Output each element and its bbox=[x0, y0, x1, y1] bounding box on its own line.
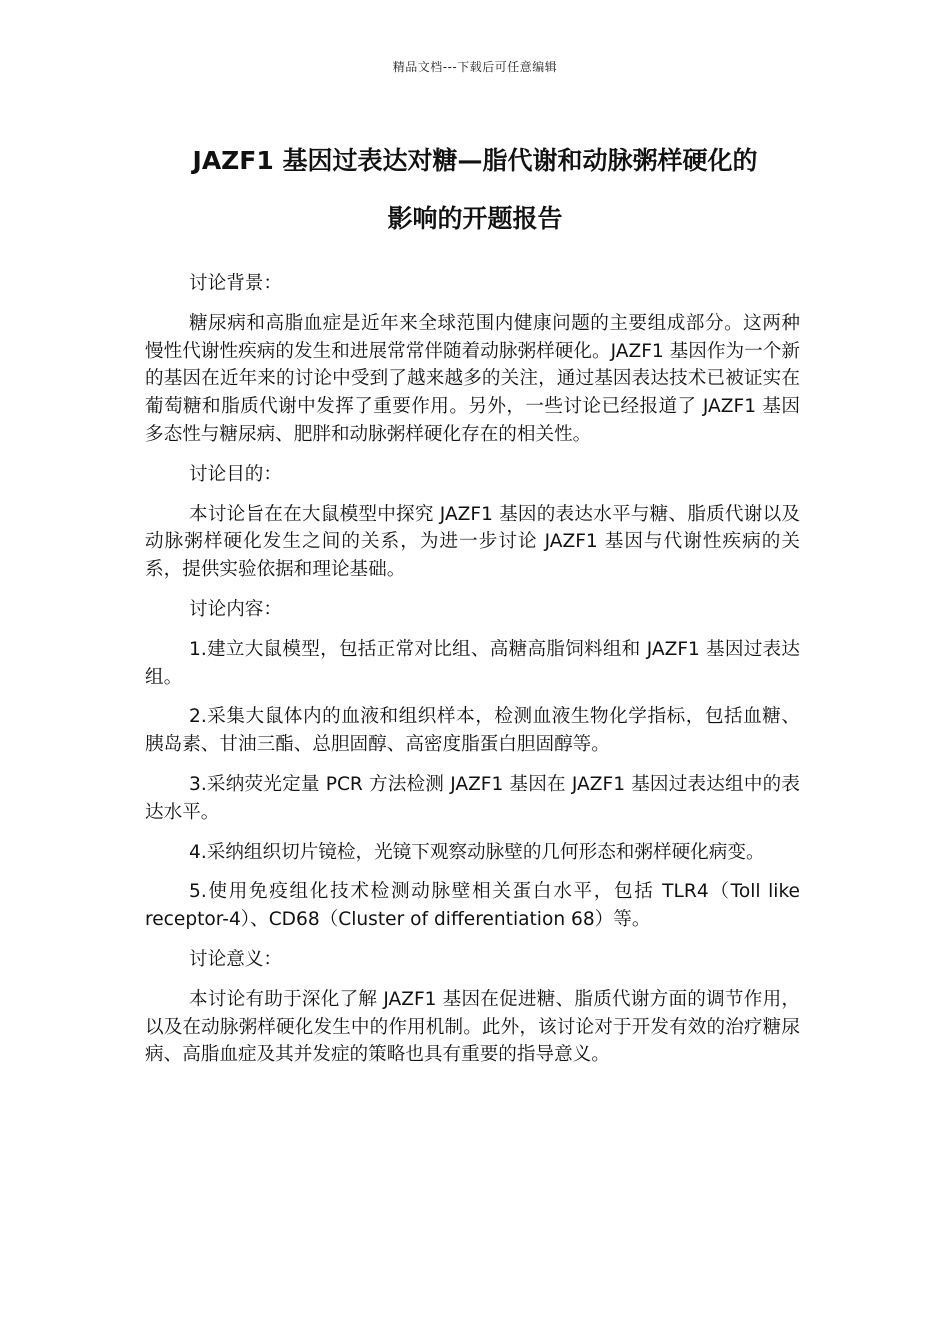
content-item-3: 3.采纳荧光定量 PCR 方法检测 JAZF1 基因在 JAZF1 基因过表达组中的表达水平。 bbox=[145, 773, 800, 823]
background-heading: 讨论背景： bbox=[189, 273, 282, 294]
content-item-1: 1.建立大鼠模型，包括正常对比组、高糖高脂饲料组和 JAZF1 基因过表达组。 bbox=[145, 638, 800, 688]
title-line-1: JAZF1 基因过表达对糖—脂代谢和动脉粥样硬化的 bbox=[192, 146, 758, 175]
content-item-2: 2.采集大鼠体内的血液和组织样本，检测血液生物化学指标，包括血糖、胰岛素、甘油三酯、总胆固醇、高密度脂蛋白胆固醇等。 bbox=[145, 706, 800, 756]
significance-heading: 讨论意义： bbox=[189, 948, 282, 970]
document-title bbox=[120, 132, 830, 248]
background-paragraph: 糖尿病和高脂血症是近年来全球范围内健康问题的主要组成部分。这两种慢性代谢性疾病的发生和进展常常伴随着动脉粥样硬化。JAZF1 基因作为一个新的基因在近年来的讨论中受到了越来越多的关注，通过基因表达技术已被证实在葡萄糖和脂质代谢中发挥了重要作用。另外，一些讨论已经报道了 JAZF1 基因多态性与糖尿病、肥胖和动脉粥样硬化存在的相关性。 bbox=[145, 312, 800, 445]
header-note: 精品文档---下载后可任意编辑 bbox=[392, 60, 558, 74]
document-body bbox=[145, 270, 800, 1081]
purpose-heading: 讨论目的： bbox=[189, 463, 282, 485]
purpose-paragraph: 本讨论旨在在大鼠模型中探究 JAZF1 基因的表达水平与糖、脂质代谢以及动脉粥样硬化发生之间的关系，为进一步讨论 JAZF1 基因与代谢性疾病的关系，提供实验依据和理论基础。 bbox=[145, 503, 800, 581]
significance-paragraph: 本讨论有助于深化了解 JAZF1 基因在促进糖、脂质代谢方面的调节作用，以及在动脉粥样硬化发生中的作用机制。此外，该讨论对于开发有效的治疗糖尿病、高脂血症及其并发症的策略也具有重要的指导意义。 bbox=[145, 988, 800, 1066]
content-heading: 讨论内容： bbox=[189, 598, 282, 620]
title-line-2: 影响的开题报告 bbox=[387, 204, 563, 233]
content-item-4: 4.采纳组织切片镜检，光镜下观察动脉壁的几何形态和粥样硬化病变。 bbox=[189, 841, 765, 863]
content-item-5: 5.使用免疫组化技术检测动脉壁相关蛋白水平，包括 TLR4（Toll like receptor-4）、CD68（Cluster of differentiation 68）等。 bbox=[145, 881, 800, 931]
